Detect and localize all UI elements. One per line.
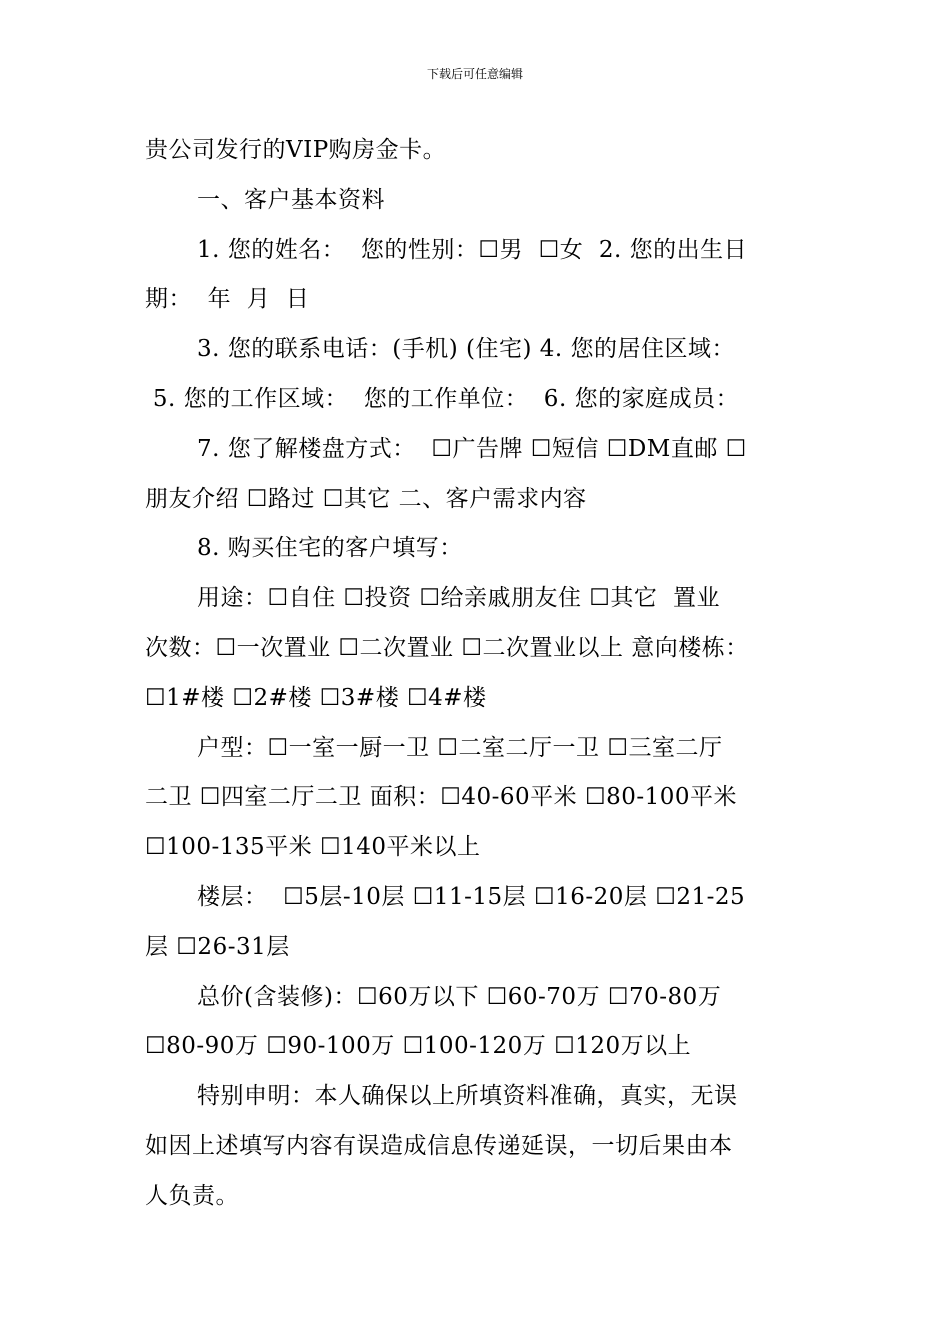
text-line: 贵公司发行的VIP购房金卡。 xyxy=(145,137,447,163)
form-body-text xyxy=(145,126,820,1222)
text-line: 层 ☐26-31层 xyxy=(145,933,290,960)
text-line: 总价(含装修)：☐60万以下 ☐60-70万 ☐70-80万 xyxy=(197,983,722,1010)
text-line: 户型：☐一室一厨一卫 ☐二室二厅一卫 ☐三室二厅 xyxy=(197,734,723,761)
text-line: 8. 购买住宅的客户填写： xyxy=(197,535,463,562)
text-line: 如因上述填写内容有误造成信息传递延误，一切后果由本 xyxy=(145,1132,733,1159)
text-line: 朋友介绍 ☐路过 ☐其它 二、客户需求内容 xyxy=(145,485,587,512)
text-line: 3. 您的联系电话：(手机) (住宅) 4. 您的居住区域： xyxy=(197,336,736,363)
text-line: 二卫 ☐四室二厅二卫 面积：☐40-60平米 ☐80-100平米 xyxy=(145,784,738,811)
text-line: 用途：☐自住 ☐投资 ☐给亲戚朋友住 ☐其它 置业 xyxy=(197,585,721,612)
page-header: 下载后可任意编辑 xyxy=(426,67,523,81)
text-line: ☐80-90万 ☐90-100万 ☐100-120万 ☐120万以上 xyxy=(145,1033,692,1060)
text-line: 次数：☐一次置业 ☐二次置业 ☐二次置业以上 意向楼栋： xyxy=(145,634,749,661)
text-line: 5. 您的工作区域： 您的工作单位： 6. 您的家庭成员： xyxy=(145,385,740,412)
text-line: 期： 年 月 日 xyxy=(145,286,310,313)
text-line: 人负责。 xyxy=(145,1182,239,1209)
text-line: 特别申明：本人确保以上所填资料准确，真实，无误 xyxy=(197,1083,738,1110)
text-line: 1. 您的姓名： 您的性别：☐男 ☐女 2. 您的出生日 xyxy=(197,236,748,263)
text-line: 楼层： ☐5层-10层 ☐11-15层 ☐16-20层 ☐21-25 xyxy=(197,883,746,910)
text-line: ☐100-135平米 ☐140平米以上 xyxy=(145,834,481,861)
text-line: 一、客户基本资料 xyxy=(197,186,385,213)
text-line: ☐1#楼 ☐2#楼 ☐3#楼 ☐4#楼 xyxy=(145,684,487,711)
text-line: 7. 您了解楼盘方式： ☐广告牌 ☐短信 ☐DM直邮 ☐ xyxy=(197,435,747,462)
